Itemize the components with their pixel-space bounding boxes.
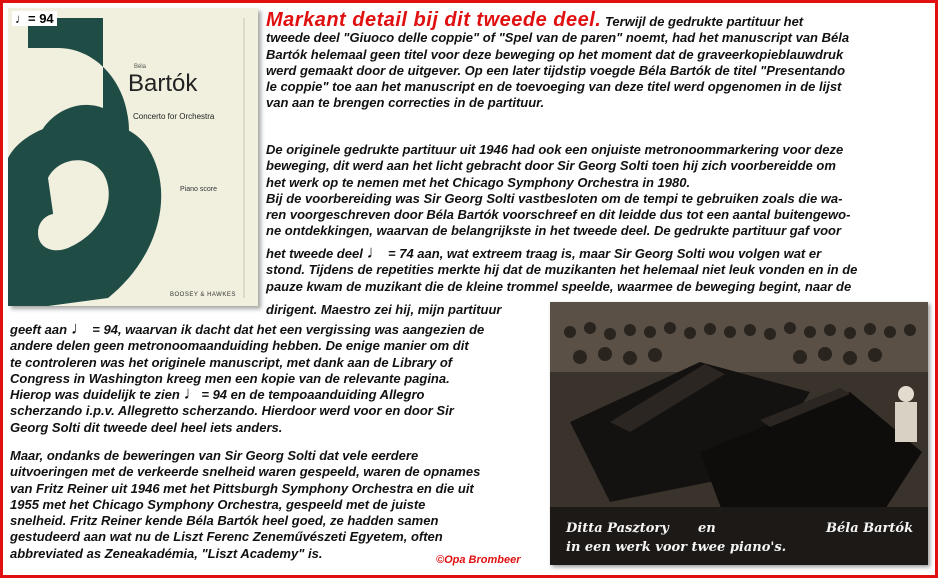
paragraph-2-line: De originele gedrukte partituur uit 1946 had ook een onjuiste metronoommarkering voor deze	[266, 142, 844, 157]
paragraph-3-line: andere delen geen metronoomaanduiding hebben. De enige manier om dit	[10, 338, 469, 354]
tempo-line-end: = 94 en de tempoaanduiding Allegro	[201, 387, 425, 403]
score-cover-image	[8, 8, 258, 306]
paragraph-4-line: van Fritz Reiner uit 1946 met het Pittsburgh Symphony Orchestra en die uit	[10, 480, 474, 496]
cover-work-title: Concerto for Orchestra	[133, 112, 215, 121]
paragraph-2-tempo-line	[266, 242, 932, 295]
tempo-line-start: geeft aan	[10, 322, 71, 337]
tempo-mark: ♩= 94	[12, 11, 57, 26]
paragraph-3-line: te controleren was het originele manuscript, met dank aan de Library of	[10, 354, 453, 370]
tempo-line-end: = 94, waarvan ik dacht dat het een vergissing was aangezien de	[88, 322, 485, 337]
paragraph-2-line: ren voorgeschreven door Béla Bartók voorschreef en dit leidde dus tot een aantal buitengewo-	[266, 207, 851, 223]
paragraph-2-end	[266, 302, 556, 318]
paragraph-1-line: werd gemaakt door de uitgever. Op een later tijdstip voegde Béla Bartók de titel "Presentando	[266, 62, 846, 78]
paragraph-3	[10, 318, 550, 436]
paragraph-3-tempo-line	[10, 383, 550, 404]
paragraph-3-line: Georg Solti dit tweede deel heel iets anders.	[10, 419, 283, 435]
bass-clef-icon	[8, 8, 258, 306]
paragraph-4	[10, 448, 550, 562]
copyright: ©Opa Brombeer	[436, 554, 521, 566]
paragraph-2-line: dirigent. Maestro zei hij, mijn partituur	[266, 302, 502, 317]
paragraph-1-line: Bartók helemaal geen titel voor deze beweging op het moment dat de graveerkopieblauwdruk	[266, 46, 844, 62]
paragraph-4-line: abbreviated as Zeneakadémia, "Liszt Academy" is.	[10, 545, 323, 561]
paragraph-1-line: van aan te brengen correcties in de partituur.	[266, 95, 545, 111]
tempo-line-end: = 74 aan, wat extreem traag is, maar Sir Georg Solti wou volgen wat er	[384, 246, 822, 261]
paragraph-1-line: tweede deel "Giuoco delle coppie" of "Spel van de paren" noemt, had het manuscript van Béla	[266, 30, 850, 46]
paragraph-4-line: gestudeerd aan wat nu de Liszt Ferenc Zeneművészeti Egyetem, often	[10, 529, 443, 545]
paragraph-4-line: 1955 met het Chicago Symphony Orchestra, gespeeld met de juiste	[10, 496, 426, 512]
paragraph-4-line: uitvoeringen met de verkeerde snelheid waren gespeeld, waren de opnames	[10, 464, 481, 480]
paragraph-2-line: ne ontdekkingen, waarvan de belangrijkste in het tweede deel. De gedrukte partituur gaf voor	[266, 223, 842, 239]
tempo-line-start: het tweede deel	[266, 246, 367, 261]
paragraph-2-line: beweging, dit werd aan het licht gebracht door Sir Georg Solti toen hij zich voorbereidde om	[266, 158, 836, 174]
paragraph-4-line: Maar, ondanks de beweringen van Sir Georg Solti dat vele eerdere	[10, 448, 419, 463]
cover-composer: Bartók	[128, 70, 198, 97]
paragraph-2	[266, 142, 932, 240]
paragraph-2-line: stond. Tijdens de repetities merkte hij dat de muzikanten het helemaal niet leuk vonden en in de	[266, 262, 858, 278]
quarter-note-icon: ♩	[183, 383, 202, 404]
paragraph-3-tempo-line	[10, 318, 550, 338]
paragraph-2-line: het werk op te nemen met het Chicago Symphony Orchestra in 1980.	[266, 174, 691, 190]
cover-edition: Piano score	[180, 186, 217, 193]
cover-publisher: BOOSEY & HAWKES	[170, 292, 236, 298]
caption-pianist-2: Béla Bartók	[826, 521, 914, 536]
quarter-note-icon: ♩	[366, 242, 385, 262]
paragraph-1-line: le coppie" toe aan het manuscript en de toevoeging van deze titel werd opgenomen in de lijst	[266, 79, 842, 95]
paragraph-2-line: pauze kwam de muzikant die de kleine trommel speelde, waarmee de beweging begint, naar de	[266, 278, 852, 294]
paragraph-4-line: snelheid. Fritz Reiner kende Béla Bartók heel goed, ze hadden samen	[10, 513, 439, 529]
paragraph-3-line: Congress in Washington kreeg men een kopie van de relevante pagina.	[10, 370, 450, 386]
caption-connector: en	[698, 521, 716, 536]
cover-first-name: Béla	[134, 64, 147, 70]
intro-text: Terwijl de gedrukte partituur het	[601, 14, 804, 29]
caption-description: in een werk voor twee piano's.	[566, 540, 787, 555]
paragraph-2-line: Bij de voorbereiding was Sir Georg Solti vastbesloten om de tempi te gebruiken zoals die wa-	[266, 190, 843, 206]
quarter-note-icon: ♩	[70, 318, 89, 338]
tempo-line-start: Hierop was duidelijk te zien	[10, 387, 184, 403]
article-intro	[266, 9, 932, 112]
headline: Markant detail bij dit tweede deel.	[266, 9, 602, 31]
paragraph-3-line: scherzando i.p.v. Allegretto scherzando. Hierdoor werd voor en door Sir	[10, 403, 454, 419]
concert-photo	[550, 302, 928, 565]
caption-pianist-1: Ditta Pasztory	[566, 521, 669, 536]
